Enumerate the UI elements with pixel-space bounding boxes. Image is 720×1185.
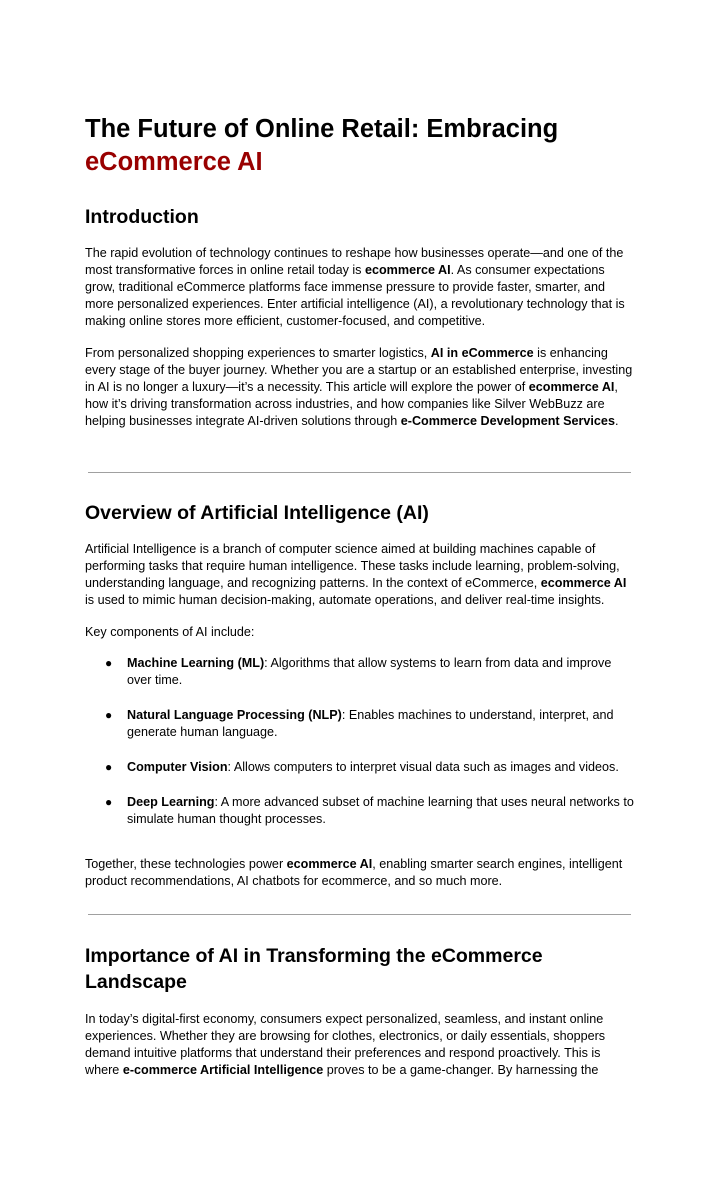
bullet-icon: ● bbox=[105, 708, 113, 722]
bullet-icon: ● bbox=[105, 656, 113, 670]
bullet-icon: ● bbox=[105, 760, 113, 774]
section-divider bbox=[88, 472, 631, 473]
overview-paragraph-3: Together, these technologies power ecommerce AI, enabling smarter search engines, intelligent product recommendations, AI chatbots for ecommerce, and so much more. bbox=[85, 857, 623, 888]
intro-paragraph-1: The rapid evolution of technology continues to reshape how businesses operate—and one of the most transformative forces in online retail today is ecommerce AI. As consumer expectations grow, traditional eCommerce platforms face immense pressure to provide faster, smarter, and more personalized experiences. Enter artificial intelligence (AI), a revolutionary technology that is making online stores more efficient, customer-focused, and competitive. bbox=[85, 246, 625, 328]
overview-paragraph-2: Key components of AI include: bbox=[85, 625, 255, 639]
bullet-icon: ● bbox=[105, 795, 113, 809]
list-item: ● Deep Learning: A more advanced subset of machine learning that uses neural networks to simulate human thought processes. bbox=[105, 795, 634, 826]
section-divider bbox=[88, 914, 631, 915]
importance-heading: Importance of AI in Transforming the eCommerce Landscape bbox=[85, 945, 543, 993]
ai-components-list bbox=[85, 655, 637, 828]
list-item: ● Machine Learning (ML): Algorithms that allow systems to learn from data and improve over time. bbox=[105, 656, 612, 687]
intro-paragraph-2: From personalized shopping experiences to smarter logistics, AI in eCommerce is enhancing every stage of the buyer journey. Whether you are a startup or an established enterprise, investing in AI is no longer a luxury—it’s a necessity. This article will explore the power of ecommerce AI, how it’s driving transformation across industries, and how companies like Silver WebBuzz are helping businesses integrate AI-driven solutions through e-Commerce Development Services. bbox=[85, 346, 633, 428]
overview-paragraph-1: Artificial Intelligence is a branch of computer science aimed at building machines capable of performing tasks that require human intelligence. These tasks include learning, problem-solving, understanding language, and recognizing patterns. In the context of eCommerce, ecommerce AI is used to mimic human decision-making, automate operations, and deliver real-time insights. bbox=[85, 542, 627, 607]
intro-heading: Introduction bbox=[85, 206, 199, 228]
list-item: ● Natural Language Processing (NLP): Enables machines to understand, interpret, and generate human language. bbox=[105, 708, 614, 739]
importance-paragraph-1: In today’s digital-first economy, consumers expect personalized, seamless, and instant online experiences. Whether they are browsing for clothes, electronics, or daily essentials, shoppers demand intuitive platforms that understand their preferences and respond proactively. This is where e-commerce Artificial Intelligence proves to be a game-changer. By harnessing the bbox=[85, 1012, 606, 1077]
page-title bbox=[85, 113, 637, 179]
title-line-1: The Future of Online Retail: Embracing bbox=[85, 115, 559, 143]
title-line-2: eCommerce AI bbox=[85, 148, 263, 176]
overview-heading: Overview of Artificial Intelligence (AI) bbox=[85, 502, 429, 524]
list-item: ● Computer Vision: Allows computers to interpret visual data such as images and videos. bbox=[105, 760, 619, 774]
